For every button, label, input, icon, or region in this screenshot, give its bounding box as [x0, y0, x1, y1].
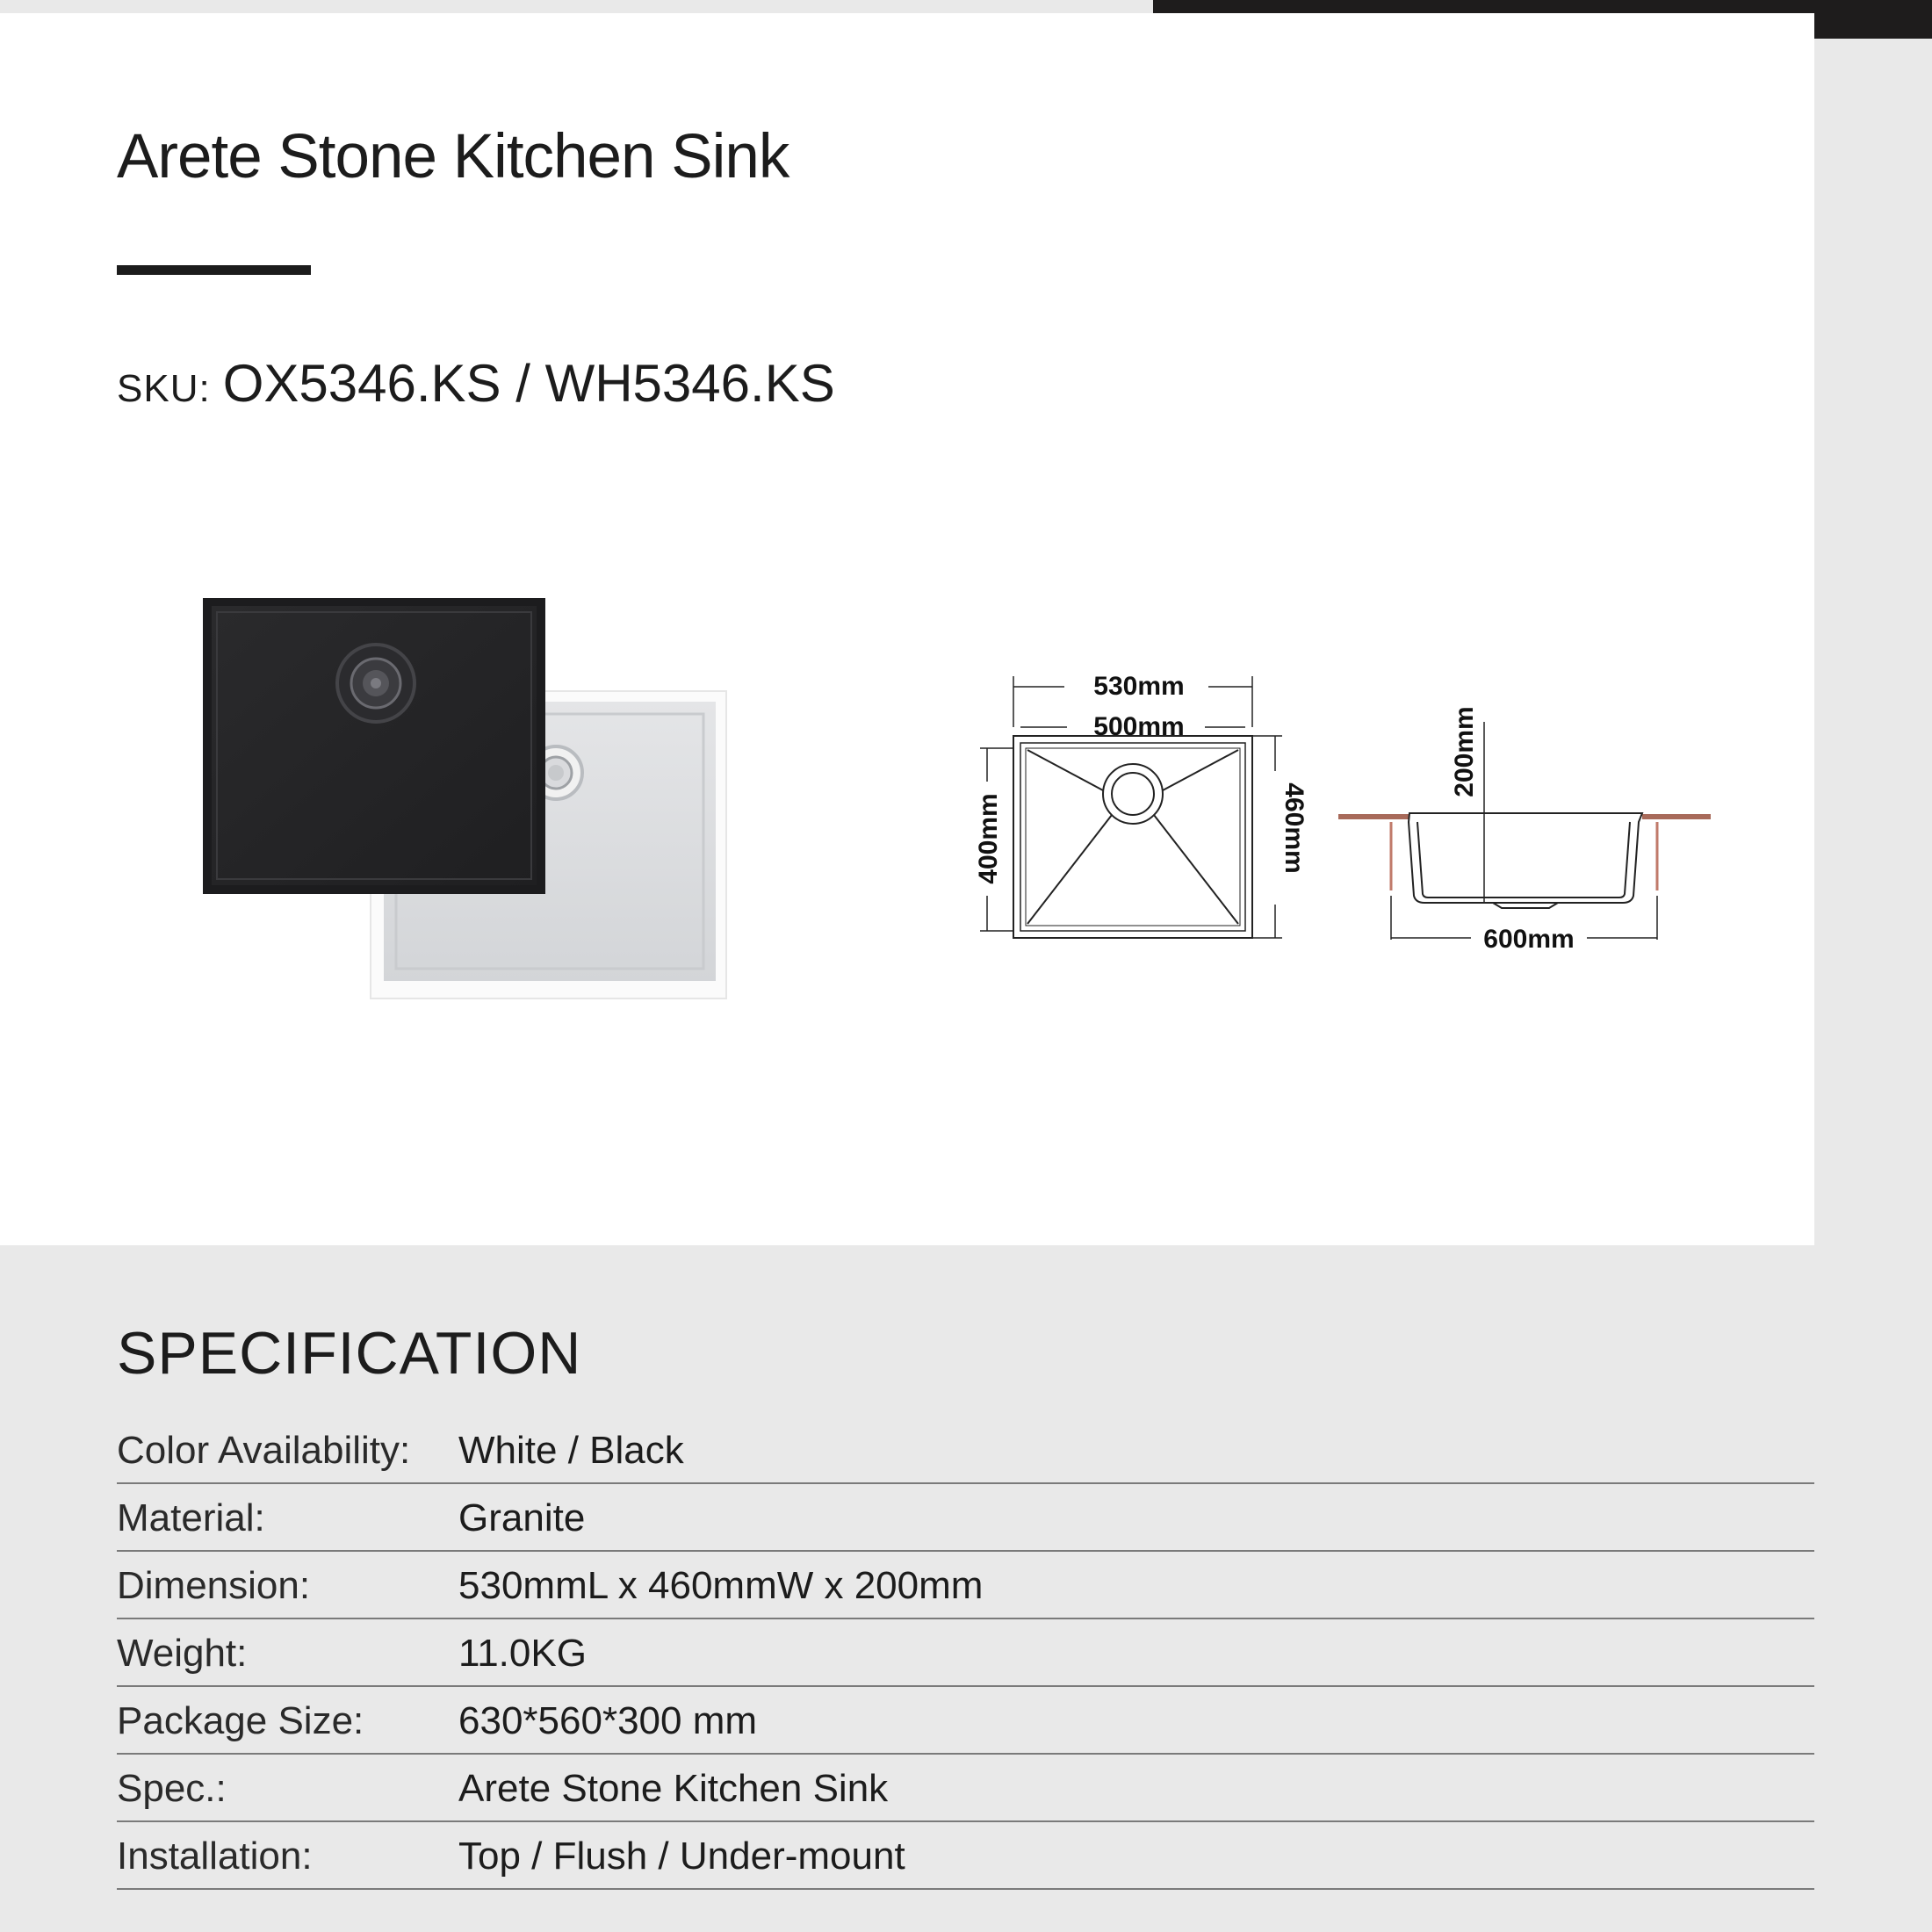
spec-row-material: [117, 1484, 1814, 1552]
spec-row-spec: [117, 1755, 1814, 1822]
spec-value: Top / Flush / Under-mount: [458, 1835, 905, 1878]
dim-label-600: 600mm: [1483, 925, 1575, 954]
spec-value: Granite: [458, 1496, 586, 1539]
spec-value: 11.0KG: [458, 1632, 587, 1675]
spec-row-weight: [117, 1619, 1814, 1687]
spec-row-color: [117, 1417, 1814, 1484]
spec-label: Package Size:: [117, 1699, 364, 1742]
dim-label-530: 530mm: [1093, 676, 1185, 701]
spec-value: 530mmL x 460mmW x 200mm: [458, 1564, 984, 1607]
top-strip: [0, 0, 1153, 13]
product-photo: [198, 593, 742, 1006]
specification-heading: SPECIFICATION: [117, 1320, 582, 1387]
dim-label-400: 400mm: [974, 793, 1003, 884]
title-underline: [117, 265, 311, 275]
spec-label: Spec.:: [117, 1767, 227, 1810]
dimension-drawing: [966, 676, 1721, 975]
product-title: Arete Stone Kitchen Sink: [117, 122, 789, 191]
spec-label: Material:: [117, 1496, 265, 1539]
sku-label: SKU:: [117, 367, 211, 410]
spec-value: White / Black: [458, 1429, 684, 1472]
spec-label: Weight:: [117, 1632, 248, 1675]
specification-table: [117, 1417, 1814, 1890]
spec-label: Dimension:: [117, 1564, 311, 1607]
spec-label: Color Availability:: [117, 1429, 411, 1472]
spec-row-installation: [117, 1822, 1814, 1890]
spec-value: 630*560*300 mm: [458, 1699, 758, 1742]
spec-row-package-size: [117, 1687, 1814, 1755]
black-sink-image: [203, 598, 545, 894]
spec-value: Arete Stone Kitchen Sink: [458, 1767, 889, 1810]
side-view-drawing: [1338, 722, 1711, 940]
sku-line: [117, 353, 835, 414]
right-margin: [1814, 39, 1932, 1245]
dim-label-200: 200mm: [1450, 706, 1479, 797]
spec-label: Installation:: [117, 1835, 313, 1878]
spec-row-dimension: [117, 1552, 1814, 1619]
dim-label-460: 460mm: [1280, 782, 1308, 874]
dim-label-500: 500mm: [1093, 712, 1185, 741]
sku-value: OX5346.KS / WH5346.KS: [222, 354, 835, 413]
